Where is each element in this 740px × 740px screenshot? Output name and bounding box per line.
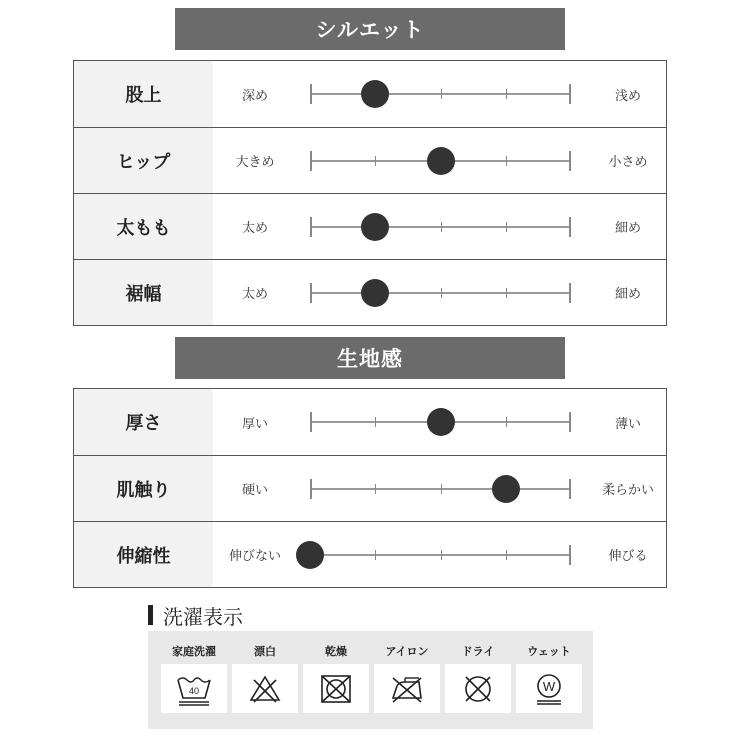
table-row <box>74 389 666 455</box>
laundry-label: ドライ <box>461 645 495 658</box>
scale-tick <box>310 283 312 303</box>
rating-scale <box>310 128 571 193</box>
scale-tick <box>506 288 507 298</box>
no-tumble-dry-icon <box>319 674 353 704</box>
scale-tick <box>506 417 507 427</box>
silhouette-header: シルエット <box>175 8 565 50</box>
scale-tick <box>506 156 507 166</box>
scale-tick <box>441 550 442 560</box>
scale-marker <box>296 541 324 569</box>
rating-scale <box>310 194 571 259</box>
scale-tick <box>569 217 571 237</box>
scale-tick <box>569 479 571 499</box>
scale-tick <box>506 89 507 99</box>
no-dry-clean-icon <box>461 673 495 705</box>
laundry-item-dry-clean <box>445 631 511 729</box>
scale-tick <box>441 484 442 494</box>
fabric-header: 生地感 <box>175 337 565 379</box>
scale-tick <box>375 156 376 166</box>
row-label: 太もも <box>74 194 213 259</box>
scale-right-label: 伸びる <box>608 549 648 564</box>
scale-tick <box>310 412 312 432</box>
no-bleach-icon <box>248 674 282 704</box>
scale-marker <box>361 80 389 108</box>
laundry-title-text: 洗濯表示 <box>163 604 243 629</box>
table-row <box>74 521 666 587</box>
row-label: 裾幅 <box>74 260 213 325</box>
laundry-item-bleach <box>232 631 298 729</box>
scale-marker <box>361 213 389 241</box>
scale-left-label: 太め <box>241 287 268 302</box>
scale-tick <box>569 412 571 432</box>
scale-left-label: 硬い <box>241 483 268 498</box>
rating-scale <box>310 389 571 455</box>
scale-right-label: 柔らかい <box>601 483 654 498</box>
scale-tick <box>506 222 507 232</box>
scale-left-label: 太め <box>241 221 268 236</box>
scale-tick <box>441 288 442 298</box>
scale-marker <box>492 475 520 503</box>
laundry-label: アイロン <box>385 645 429 658</box>
wet-clean-icon <box>532 672 566 706</box>
scale-tick <box>441 89 442 99</box>
scale-tick <box>310 84 312 104</box>
scale-tick <box>375 417 376 427</box>
rating-scale <box>310 61 571 127</box>
scale-tick <box>506 550 507 560</box>
laundry-label: 乾燥 <box>325 645 347 658</box>
rating-scale <box>310 456 571 521</box>
scale-tick <box>310 151 312 171</box>
laundry-label: ウェット <box>527 645 571 658</box>
rating-scale <box>310 260 571 325</box>
table-row <box>74 259 666 325</box>
laundry-item-dry <box>303 631 369 729</box>
scale-left-label: 深め <box>241 88 268 104</box>
row-label: 伸縮性 <box>74 522 213 587</box>
row-label: 厚さ <box>74 389 213 455</box>
wash-temp-label: 40 <box>188 685 200 696</box>
scale-left-label: 厚い <box>241 416 268 432</box>
scale-marker <box>361 279 389 307</box>
table-row <box>74 193 666 259</box>
scale-right-label: 細め <box>614 287 641 302</box>
wash-tub-40-icon <box>174 672 214 706</box>
scale-tick <box>569 84 571 104</box>
laundry-title <box>148 603 243 627</box>
row-label: 股上 <box>74 61 213 127</box>
scale-left-label: 伸びない <box>228 549 281 564</box>
no-iron-icon <box>389 674 425 704</box>
scale-tick <box>310 479 312 499</box>
laundry-label: 漂白 <box>254 645 276 658</box>
scale-left-label: 大きめ <box>235 155 275 170</box>
scale-marker <box>427 408 455 436</box>
scale-tick <box>375 484 376 494</box>
scale-tick <box>441 222 442 232</box>
title-bar-icon <box>148 605 153 625</box>
laundry-label: 家庭洗濯 <box>172 645 216 658</box>
table-row <box>74 455 666 521</box>
laundry-item-wet <box>516 631 582 729</box>
laundry-item-iron <box>374 631 440 729</box>
laundry-item-home-wash <box>161 631 227 729</box>
laundry-panel <box>148 631 593 729</box>
table-row <box>74 127 666 193</box>
row-label: 肌触り <box>74 456 213 521</box>
scale-tick <box>375 550 376 560</box>
scale-tick <box>569 283 571 303</box>
scale-marker <box>427 147 455 175</box>
silhouette-table <box>73 60 667 326</box>
scale-tick <box>310 217 312 237</box>
scale-tick <box>569 545 571 565</box>
wet-mark: W <box>542 678 556 694</box>
table-row <box>74 61 666 127</box>
row-label: ヒップ <box>74 128 213 193</box>
scale-right-label: 小さめ <box>608 155 648 170</box>
rating-scale <box>310 522 571 587</box>
scale-right-label: 細め <box>614 221 641 236</box>
scale-tick <box>569 151 571 171</box>
scale-right-label: 薄い <box>614 416 641 432</box>
fabric-table <box>73 388 667 588</box>
scale-right-label: 浅め <box>614 88 641 104</box>
